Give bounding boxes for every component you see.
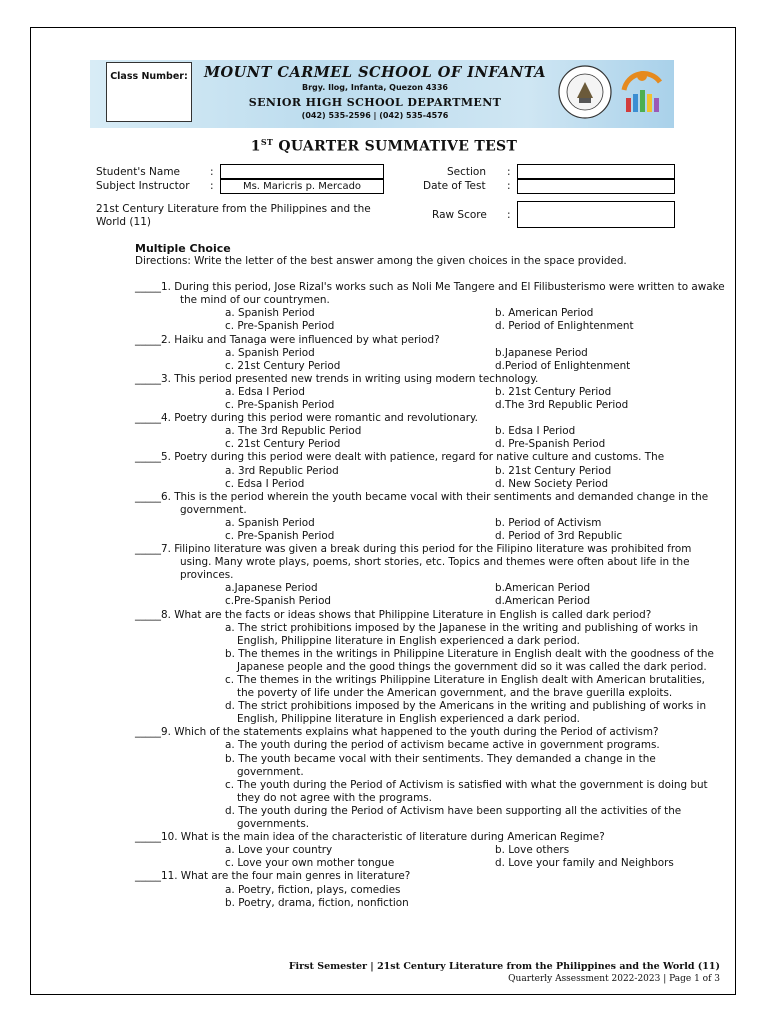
colon: : [507,166,511,178]
question-9 [135,726,725,831]
question-list [135,281,725,608]
options-list [135,622,725,727]
question-stem: _____1. During this period, Jose Rizal's works such as Noli Me Tangere and El Filibusterismo were written to awake the mind of our countrymen. [135,281,725,307]
question-4 [135,412,725,451]
option: c. The youth during the Period of Activism is satisfied with what the government is doing but they do not agree with the programs. [225,778,708,804]
option: d.Period of Enlightenment [495,359,631,372]
question-8 [135,609,725,727]
option: b. American Period [495,307,594,320]
raw-score-label: Raw Score [432,209,487,221]
raw-score-field[interactable] [517,201,675,228]
option: d. The youth during the Period of Activism have been supporting all the activities of the governments. [225,804,682,831]
question-1 [135,281,725,333]
option: c. 21st Century Period [225,438,341,451]
option: d. New Society Period [495,477,609,490]
option: c. Pre-Spanish Period [225,529,335,542]
question-stem: _____4. Poetry during this period were romantic and revolutionary. [135,412,478,425]
option: a. 3rd Republic Period [225,464,339,477]
department-logo-icon [614,62,670,122]
option: b. The youth became vocal with their sentiments. They demanded a change in the government. [225,752,656,778]
option: a. Spanish Period [225,307,315,320]
question-6 [135,491,725,543]
colon: : [507,180,511,192]
option: d. Period of 3rd Republic [495,529,623,542]
option: c. 21st Century Period [225,359,341,372]
question-2 [135,334,725,373]
question-3 [135,373,725,412]
question-stem: _____5. Poetry during this period were dealt with patience, regard for native culture and customs. The [135,451,665,464]
date-field[interactable] [517,179,675,194]
footer-course: First Semester | 21st Century Literature from the Philippines and the World (11) [288,961,720,972]
department-name: SENIOR HIGH SCHOOL DEPARTMENT [248,96,502,109]
options-list [135,884,725,910]
colon: : [210,180,214,192]
subject-line-1: 21st Century Literature from the Philippines and the [96,203,371,215]
option: d. Love your family and Neighbors [495,857,674,870]
section-field[interactable] [517,164,675,179]
question-5 [135,451,725,490]
question-11 [135,870,725,909]
option: b. Love others [495,844,570,857]
student-name-field[interactable] [220,164,384,179]
option: a.Japanese Period [225,582,318,595]
option: c. The themes in the writings Philippine Literature in English dealt with American brutalities, the poverty of life under the American government, and the brave guerilla exploits. [225,674,705,700]
question-stem: _____6. This is the period wherein the youth became vocal with their sentiments and demanded change in the government. [135,490,709,516]
option: d.The 3rd Republic Period [495,399,629,412]
section-heading: Multiple Choice [135,242,231,255]
option: b. 21st Century Period [495,385,612,398]
instructor-field[interactable]: Ms. Maricris p. Mercado [220,179,384,194]
school-name: MOUNT CARMEL SCHOOL OF INFANTA [203,64,547,81]
option: b. Period of Activism [495,516,602,529]
phone-numbers: (042) 535-2596 | (042) 535-4576 [301,111,449,120]
option: c.Pre-Spanish Period [225,595,332,608]
option: c. Love your own mother tongue [225,857,395,870]
option: c. Pre-Spanish Period [225,399,335,412]
question-stem: _____10. What is the main idea of the characteristic of literature during American Regime? [135,831,605,844]
question-stem: _____9. Which of the statements explains what happened to the youth during the Period of activism? [135,726,659,739]
class-number-label: Class Number: [110,71,188,82]
option: a. The strict prohibitions imposed by the Japanese in the writing and publishing of works in English, Philippine literature in English experienced a dark period. [225,621,699,647]
option: a. The youth during the period of activism became active in government programs. [225,739,660,752]
option: b. Poetry, drama, fiction, nonfiction [225,896,409,909]
option: c. Pre-Spanish Period [225,320,335,333]
option: a. Spanish Period [225,346,315,359]
question-stem: _____2. Haiku and Tanaga were influenced by what period? [135,333,440,346]
option: b.American Period [495,582,591,595]
question-stem: _____8. What are the facts or ideas shows that Philippine Literature in English is called dark period? [135,608,652,621]
option: a. Love your country [225,844,333,857]
test-content [135,242,725,910]
school-address: Brgy. Ilog, Infanta, Quezon 4336 [302,83,448,92]
subject-line-2: World (11) [96,216,151,228]
instructor-label: Subject Instructor [96,180,190,192]
option: b. Edsa I Period [495,425,576,438]
option: d. The strict prohibitions imposed by the Americans in the writing and publishing of works in English, Philippine literature in English experienced a dark period. [225,700,707,726]
colon: : [210,166,214,178]
directions: Directions: Write the letter of the best answer among the given choices in the space provided. [135,255,627,268]
question-stem: _____11. What are the four main genres in literature? [135,870,411,883]
class-number-box [106,62,192,122]
question-10 [135,831,725,870]
option: a. Spanish Period [225,516,315,529]
option: d. Pre-Spanish Period [495,438,606,451]
option: a. The 3rd Republic Period [225,425,362,438]
option: a. Edsa I Period [225,385,305,398]
options-list [135,739,725,831]
option: d.American Period [495,595,591,608]
option: b. The themes in the writings in Philippine Literature in English dealt with the goodness of the Japanese people and the good things the government did so it was called the dark period. [225,647,714,673]
date-label: Date of Test [423,180,486,192]
question-stem: _____7. Filipino literature was given a break during this period for the Filipino literature was prohibited from using. Many wrote plays, poems, short stories, etc. Topics and themes were often about life in the provinces. [135,543,692,582]
option: b.Japanese Period [495,346,588,359]
option: d. Period of Enlightenment [495,320,634,333]
colon: : [507,209,511,221]
page-title: 1ST QUARTER SUMMATIVE TEST [250,137,518,155]
question-stem: _____3. This period presented new trends in writing using modern technology. [135,372,539,385]
student-name-label: Student's Name [96,166,181,178]
option: b. 21st Century Period [495,464,612,477]
footer-page: Quarterly Assessment 2022-2023 | Page 1 of 3 [508,974,720,984]
option: c. Edsa I Period [225,477,305,490]
question-7 [135,543,725,608]
option: a. Poetry, fiction, plays, comedies [225,883,401,896]
school-seal-icon [557,64,613,120]
section-label: Section [447,166,487,178]
